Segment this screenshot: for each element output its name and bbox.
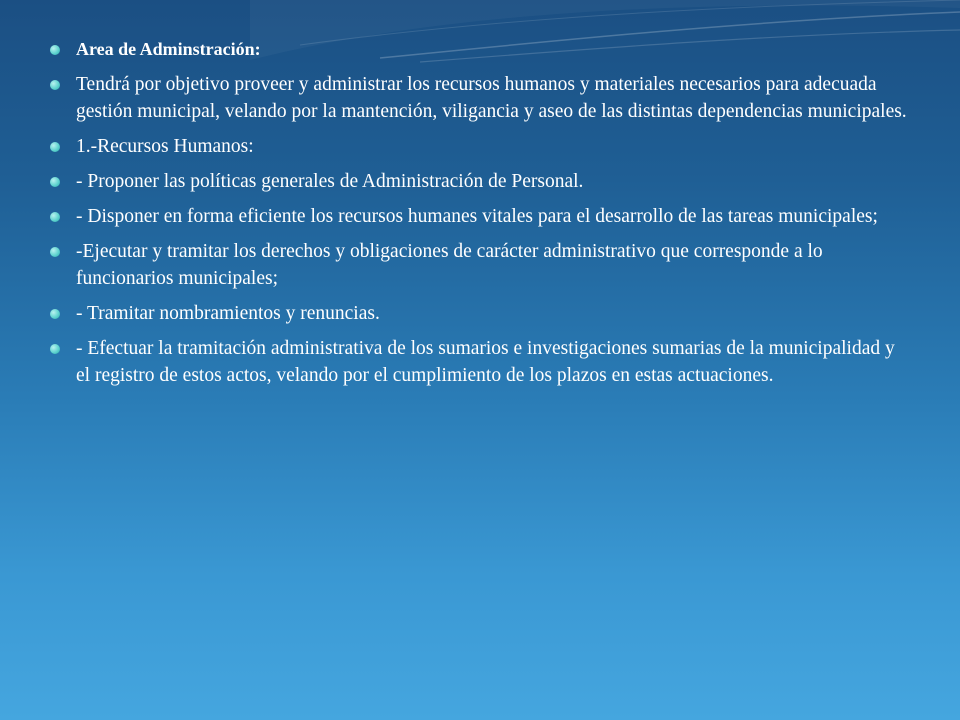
bullet-dot-icon xyxy=(50,177,60,187)
list-item xyxy=(48,133,908,160)
bullet-dot-icon xyxy=(50,212,60,222)
list-item-text: - Efectuar la tramitación administrativa de los sumarios e investigaciones sumarias de la municipalidad y el registro de estos actos, velando por el cumplimiento de los plazos en estas actuaciones. xyxy=(76,338,895,386)
list-item xyxy=(48,300,908,327)
bullet-dot-icon xyxy=(50,344,60,354)
list-item xyxy=(48,335,908,389)
list-item xyxy=(48,203,908,230)
bullet-dot-icon xyxy=(50,309,60,319)
bullet-dot-icon xyxy=(50,142,60,152)
list-item-text: 1.-Recursos Humanos: xyxy=(76,136,254,157)
bullet-list xyxy=(48,36,908,397)
list-item-text: Tendrá por objetivo proveer y administrar los recursos humanos y materiales necesarios para adecuada gestión municipal, velando por la mantención, viligancia y aseo de las distintas dependencias municipales. xyxy=(76,74,907,122)
bullet-dot-icon xyxy=(50,247,60,257)
list-item-text: Area de Adminstración: xyxy=(76,39,261,59)
list-item-text: - Proponer las políticas generales de Administración de Personal. xyxy=(76,171,584,192)
bullet-dot-icon xyxy=(50,80,60,90)
bullet-dot-icon xyxy=(50,45,60,55)
list-item-text: - Disponer en forma eficiente los recursos humanes vitales para el desarrollo de las tareas municipales; xyxy=(76,206,878,227)
list-item-heading xyxy=(48,36,908,63)
list-item xyxy=(48,238,908,292)
list-item xyxy=(48,168,908,195)
list-item xyxy=(48,71,908,125)
list-item-text: - Tramitar nombramientos y renuncias. xyxy=(76,303,380,324)
list-item-text: -Ejecutar y tramitar los derechos y obligaciones de carácter administrativo que corresponde a lo funcionarios municipales; xyxy=(76,241,823,289)
